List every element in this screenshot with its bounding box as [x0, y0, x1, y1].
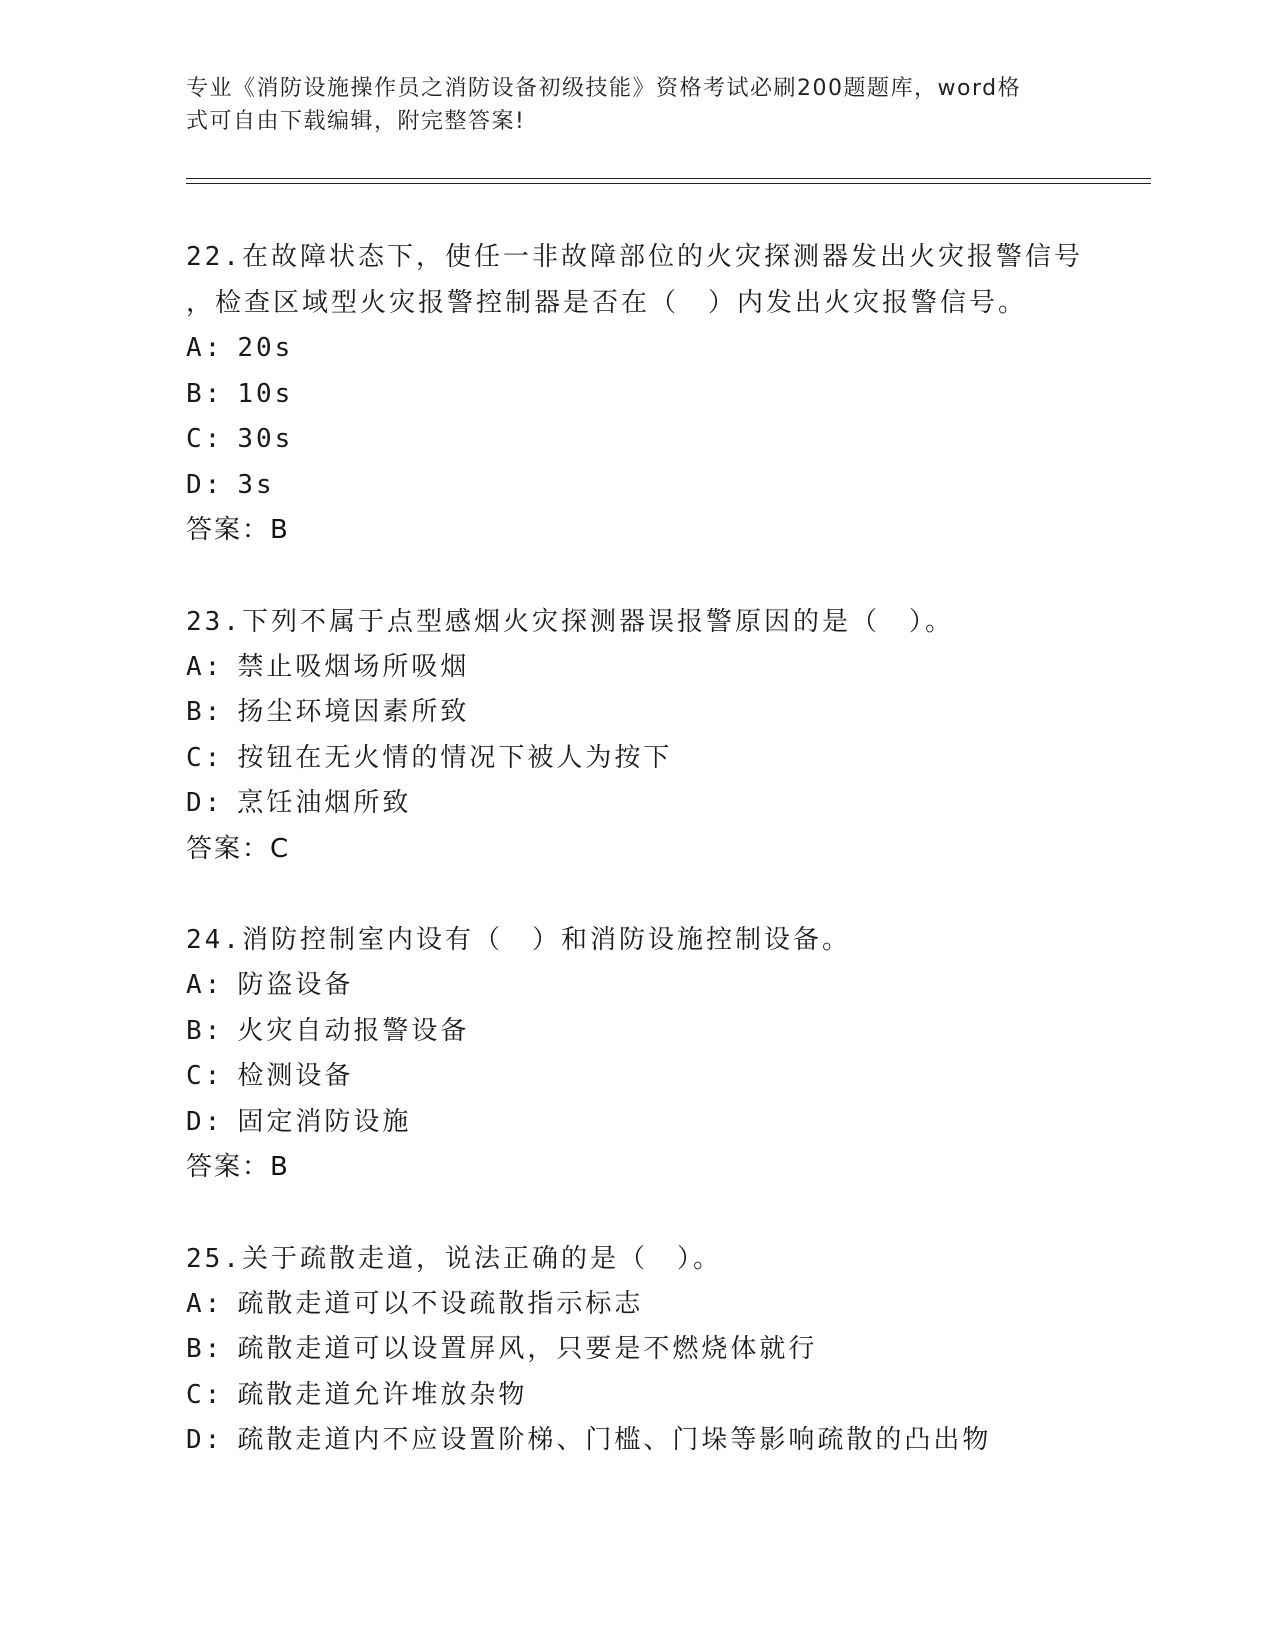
option-text: 3s — [237, 469, 275, 500]
answer-option — [186, 372, 1086, 418]
option-text: 疏散走道内不应设置阶梯、门槛、门垛等影响疏散的凸出物 — [237, 1425, 992, 1455]
question-stem: ，检查区域型火灾报警控制器是否在（ ）内发出火灾报警信号。 — [186, 288, 1028, 318]
question-stem: 23.下列不属于点型感烟火灾探测器误报警原因的是（ ）。 — [186, 606, 954, 637]
option-letter: C: — [186, 1061, 224, 1091]
header-divider-bottom — [186, 183, 1151, 184]
option-text: 火灾自动报警设备 — [237, 1015, 470, 1046]
answer-option — [186, 326, 1086, 372]
option-text: 疏散走道可以设置屏风，只要是不燃烧体就行 — [237, 1334, 818, 1364]
answer-key: 答案：B — [186, 1152, 290, 1182]
answer-option — [186, 1373, 1086, 1419]
question-block — [186, 234, 1086, 554]
option-text: 10s — [237, 378, 294, 409]
option-letter: B: — [186, 1334, 224, 1364]
option-letter: A: — [186, 651, 224, 682]
question-stem: 24.消防控制室内设有（ ）和消防设施控制设备。 — [186, 925, 851, 955]
option-letter: D: — [186, 469, 224, 500]
option-text: 疏散走道可以不设疏散指示标志 — [237, 1288, 644, 1319]
question-block — [186, 1236, 1086, 1464]
option-letter: C: — [186, 424, 224, 454]
answer-option — [186, 417, 1086, 463]
answer-option — [186, 1327, 1086, 1373]
option-letter: B: — [186, 378, 224, 409]
answer-option — [186, 781, 1086, 827]
question-stem: 22.在故障状态下，使任一非故障部位的火灾探测器发出火灾报警信号 — [186, 242, 1083, 272]
option-text: 扬尘环境因素所致 — [237, 697, 470, 727]
answer-option — [186, 963, 1086, 1009]
option-text: 烹饪油烟所致 — [237, 788, 412, 818]
question-block — [186, 917, 1086, 1191]
document-header — [186, 72, 1066, 138]
option-letter: D: — [186, 788, 224, 818]
option-letter: D: — [186, 1425, 224, 1455]
answer-option — [186, 1009, 1086, 1055]
question-block — [186, 599, 1086, 873]
option-letter: A: — [186, 1288, 224, 1319]
answer-option — [186, 463, 1086, 509]
option-letter: C: — [186, 742, 224, 773]
answer-key: 答案：C — [186, 833, 291, 864]
header-line-1: 专业《消防设施操作员之消防设备初级技能》资格考试必刷200题题库，word格 — [186, 76, 1022, 101]
option-letter: A: — [186, 970, 224, 1000]
option-text: 疏散走道允许堆放杂物 — [237, 1379, 528, 1410]
option-text: 防盗设备 — [237, 970, 354, 1000]
answer-option — [186, 736, 1086, 782]
answer-option — [186, 1054, 1086, 1100]
option-text: 30s — [237, 424, 294, 454]
option-letter: C: — [186, 1379, 224, 1410]
answer-option — [186, 645, 1086, 691]
question-list — [186, 234, 1086, 1509]
header-divider-top — [186, 178, 1151, 179]
option-letter: D: — [186, 1106, 224, 1137]
option-text: 按钮在无火情的情况下被人为按下 — [237, 742, 673, 773]
question-stem: 25.关于疏散走道，说法正确的是（ ）。 — [186, 1243, 722, 1274]
answer-option — [186, 1282, 1086, 1328]
option-text: 固定消防设施 — [237, 1106, 412, 1137]
option-letter: B: — [186, 697, 224, 727]
option-text: 20s — [237, 333, 294, 363]
answer-key: 答案：B — [186, 515, 290, 545]
answer-option — [186, 1418, 1086, 1464]
answer-option — [186, 690, 1086, 736]
answer-option — [186, 1100, 1086, 1146]
option-letter: A: — [186, 333, 224, 363]
option-letter: B: — [186, 1015, 224, 1046]
option-text: 检测设备 — [237, 1061, 354, 1091]
header-line-2: 式可自由下载编辑，附完整答案! — [186, 109, 526, 134]
option-text: 禁止吸烟场所吸烟 — [237, 651, 470, 682]
